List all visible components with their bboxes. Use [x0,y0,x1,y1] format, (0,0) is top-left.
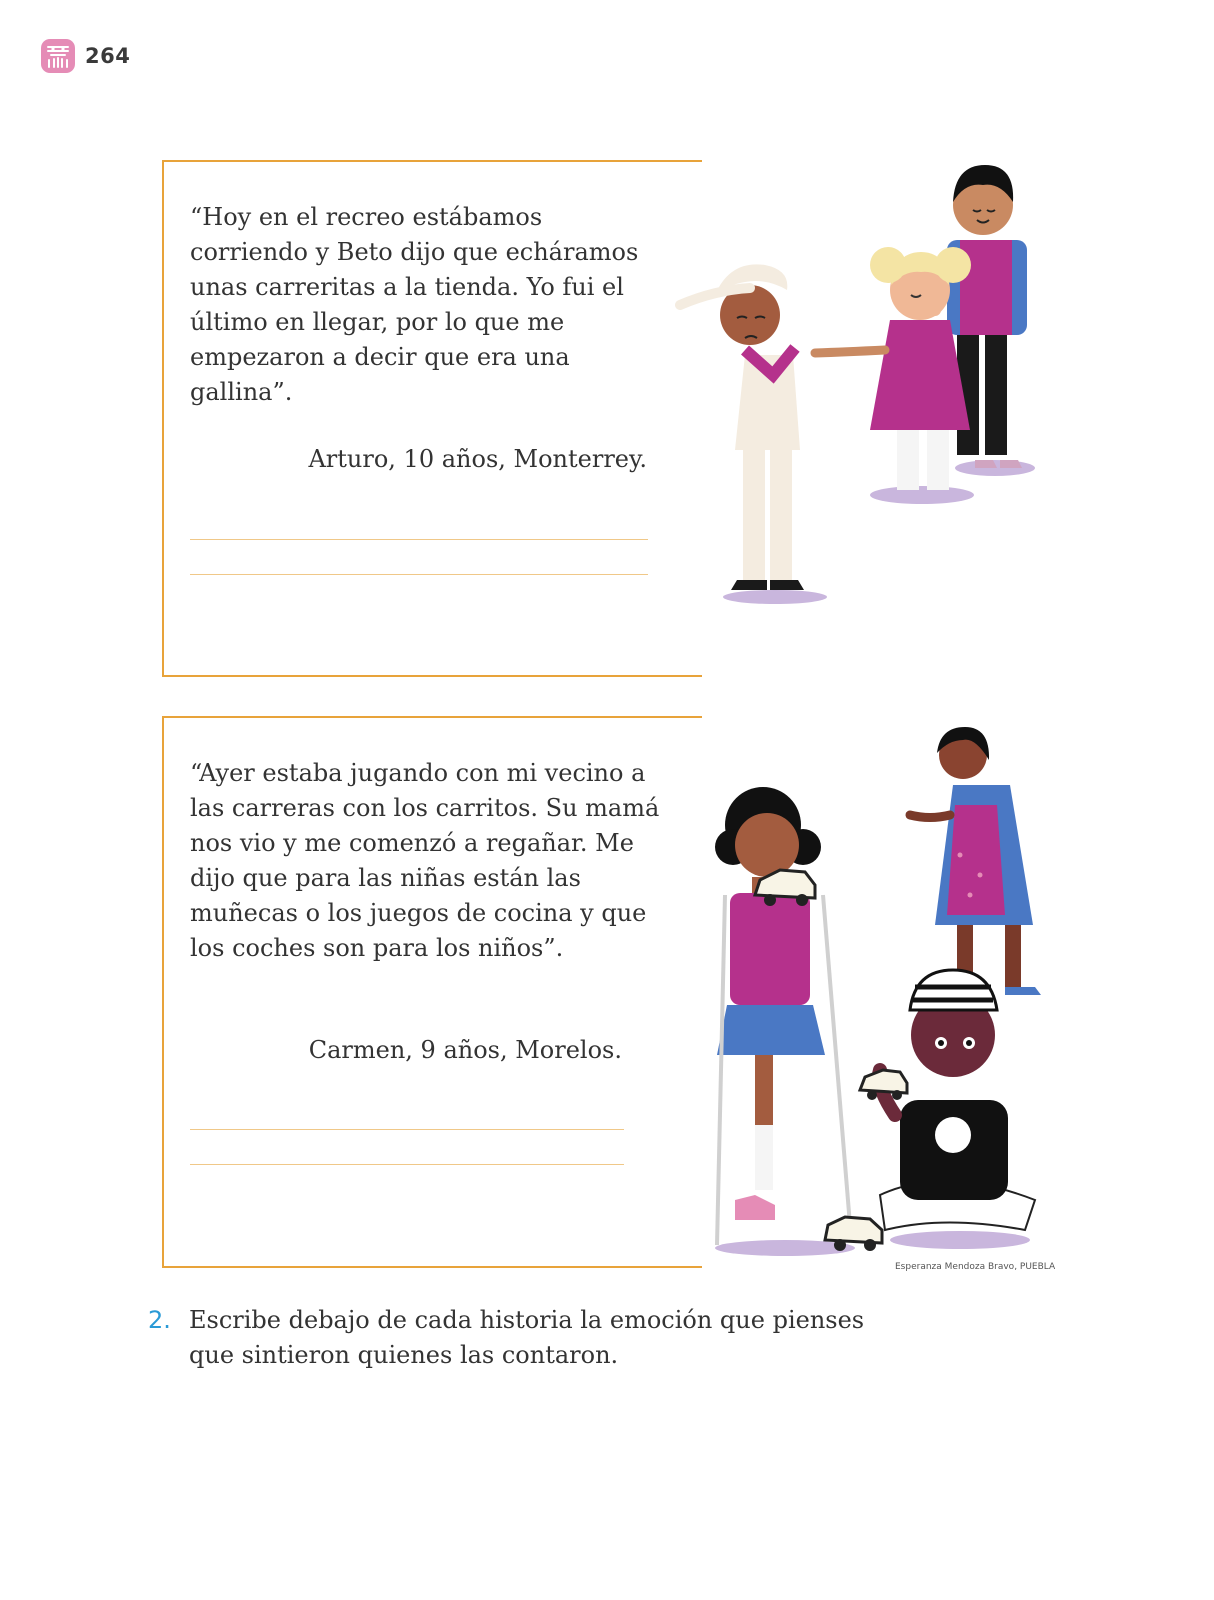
illustration-credit: Esperanza Mendoza Bravo, PUEBLA [895,1262,1056,1272]
answer-line-2b[interactable] [190,1164,624,1165]
answer-line-2a[interactable] [190,1129,624,1130]
story-box-2 [162,716,702,1268]
pink-glyph-icon [40,38,76,74]
answer-line-1a[interactable] [190,539,648,540]
page-header [40,38,130,74]
story-author-2: Carmen, 9 años, Morelos. [308,1036,622,1064]
illustration-girl-with-toy-cars [705,725,1055,1260]
story-author-1: Arturo, 10 años, Monterrey. [308,445,647,473]
answer-line-1b[interactable] [190,574,648,575]
story-box-1 [162,160,702,677]
instruction-number: 2. [148,1306,171,1334]
illustration-children-teasing [675,160,1045,610]
story-quote-2: “Ayer estaba jugando con mi vecino a las carreras con los carritos. Su mamá nos vio y me comenzó a regañar. Me dijo que para las niñas están las muñecas o los juegos de cocina y que los coches son para los niños”. [190,759,660,962]
page-number: 264 [85,44,131,68]
story-quote-1: “Hoy en el recreo estábamos corriendo y Beto dijo que echáramos unas carreritas a la tienda. Yo fui el último en llegar, por lo que me empezaron a decir que era una gallina”. [190,203,639,406]
instruction-text: Escribe debajo de cada historia la emoción que pienses que sintieron quienes las contaron. [189,1306,865,1369]
